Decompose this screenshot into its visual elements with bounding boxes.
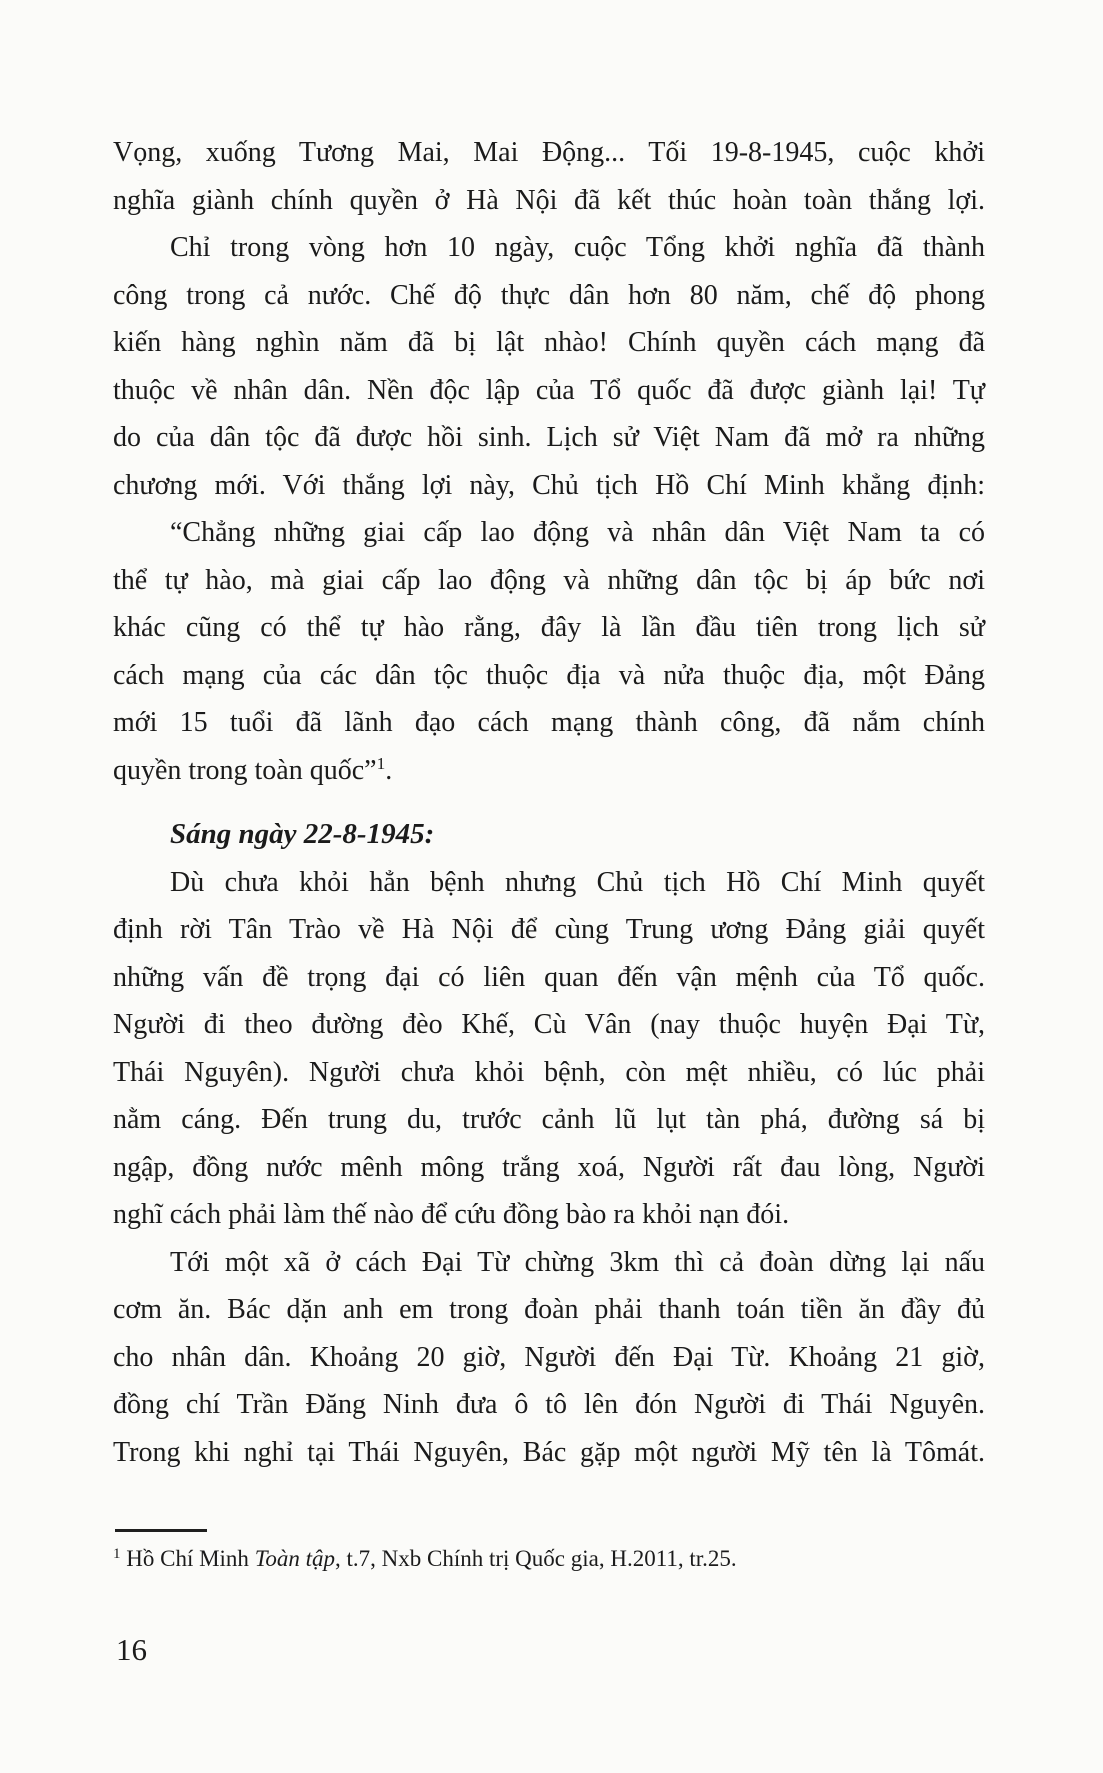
- text-line: định rời Tân Trào về Hà Nội để cùng Trung ương Đảng giải quyết: [113, 914, 985, 945]
- footnote-work-title: Toàn tập: [254, 1546, 336, 1571]
- text-line: Thái Nguyên). Người chưa khỏi bệnh, còn mệt nhiều, có lúc phải: [113, 1056, 985, 1088]
- text-line: Trong khi nghỉ tại Thái Nguyên, Bác gặp một người Mỹ tên là Tômát.: [113, 1436, 985, 1468]
- footnote-separator-rule: [115, 1529, 207, 1532]
- text-line: kiến hàng nghìn năm đã bị lật nhào! Chính quyền cách mạng đã: [113, 327, 985, 358]
- footnote-marker: 1: [113, 1546, 121, 1562]
- sentence-period: .: [385, 754, 393, 786]
- paragraph-quote: [113, 509, 985, 794]
- text-line: cho nhân dân. Khoảng 20 giờ, Người đến Đại Từ. Khoảng 21 giờ,: [113, 1341, 985, 1373]
- paragraph-journey: [113, 859, 985, 1239]
- text-line: công trong cả nước. Chế độ thực dân hơn 80 năm, chế độ phong: [113, 279, 985, 311]
- text-line: Tới một xã ở cách Đại Từ chừng 3km thì cả đoàn dừng lại nấu: [170, 1246, 985, 1278]
- text-line: cơm ăn. Bác dặn anh em trong đoàn phải thanh toán tiền ăn đầy đủ: [113, 1294, 985, 1325]
- quote-end-text: quyền trong toàn quốc”: [113, 754, 377, 786]
- text-line: mới 15 tuổi đã lãnh đạo cách mạng thành công, đã nắm chính: [113, 707, 985, 738]
- footnote-detail: , t.7, Nxb Chính trị Quốc gia, H.2011, tr.25.: [335, 1546, 737, 1571]
- page-number: 16: [116, 1632, 147, 1667]
- footnote: [113, 1543, 985, 1575]
- section-heading-date: Sáng ngày 22-8-1945:: [170, 818, 435, 850]
- text-line: những vấn đề trọng đại có liên quan đến vận mệnh của Tổ quốc.: [113, 961, 985, 993]
- text-line: “Chẳng những giai cấp lao động và nhân dân Việt Nam ta có: [170, 517, 985, 548]
- text-line: nghĩa giành chính quyền ở Hà Nội đã kết thúc hoàn toàn thắng lợi.: [113, 184, 985, 216]
- text-line: [113, 747, 985, 795]
- text-line: cách mạng của các dân tộc thuộc địa và nửa thuộc địa, một Đảng: [113, 659, 985, 691]
- text-line: thuộc về nhân dân. Nền độc lập của Tổ quốc đã được giành lại! Tự: [113, 374, 985, 406]
- footnote-reference: 1: [376, 753, 386, 773]
- text-line: Dù chưa khỏi hẳn bệnh nhưng Chủ tịch Hồ Chí Minh quyết: [170, 866, 985, 898]
- text-line: Vọng, xuống Tương Mai, Mai Động... Tối 19-8-1945, cuộc khởi: [113, 137, 985, 168]
- paragraph-continuation: [113, 129, 985, 224]
- text-line: thể tự hào, mà giai cấp lao động và những dân tộc bị áp bức nơi: [113, 564, 985, 596]
- text-line: đồng chí Trần Đăng Ninh đưa ô tô lên đón Người đi Thái Nguyên.: [113, 1389, 985, 1420]
- footnote-author: Hồ Chí Minh: [120, 1546, 255, 1571]
- text-line: do của dân tộc đã được hồi sinh. Lịch sử Việt Nam đã mở ra những: [113, 422, 985, 453]
- text-line: nghĩ cách phải làm thế nào để cứu đồng bào ra khỏi nạn đói.: [113, 1199, 790, 1230]
- text-line: ngập, đồng nước mênh mông trắng xoá, Người rất đau lòng, Người: [113, 1151, 985, 1183]
- text-line: nằm cáng. Đến trung du, trước cảnh lũ lụt tàn phá, đường sá bị: [113, 1104, 985, 1135]
- paragraph-dai-tu: [113, 1239, 985, 1477]
- text-block: [113, 129, 985, 1476]
- text-line: khác cũng có thể tự hào rằng, đây là lần đầu tiên trong lịch sử: [113, 612, 985, 643]
- text-line: Chỉ trong vòng hơn 10 ngày, cuộc Tổng khởi nghĩa đã thành: [170, 232, 985, 263]
- text-line: Người đi theo đường đèo Khế, Cù Vân (nay thuộc huyện Đại Từ,: [113, 1009, 985, 1040]
- paragraph-general-uprising: [113, 224, 985, 509]
- text-line: chương mới. Với thắng lợi này, Chủ tịch Hồ Chí Minh khẳng định:: [113, 469, 985, 501]
